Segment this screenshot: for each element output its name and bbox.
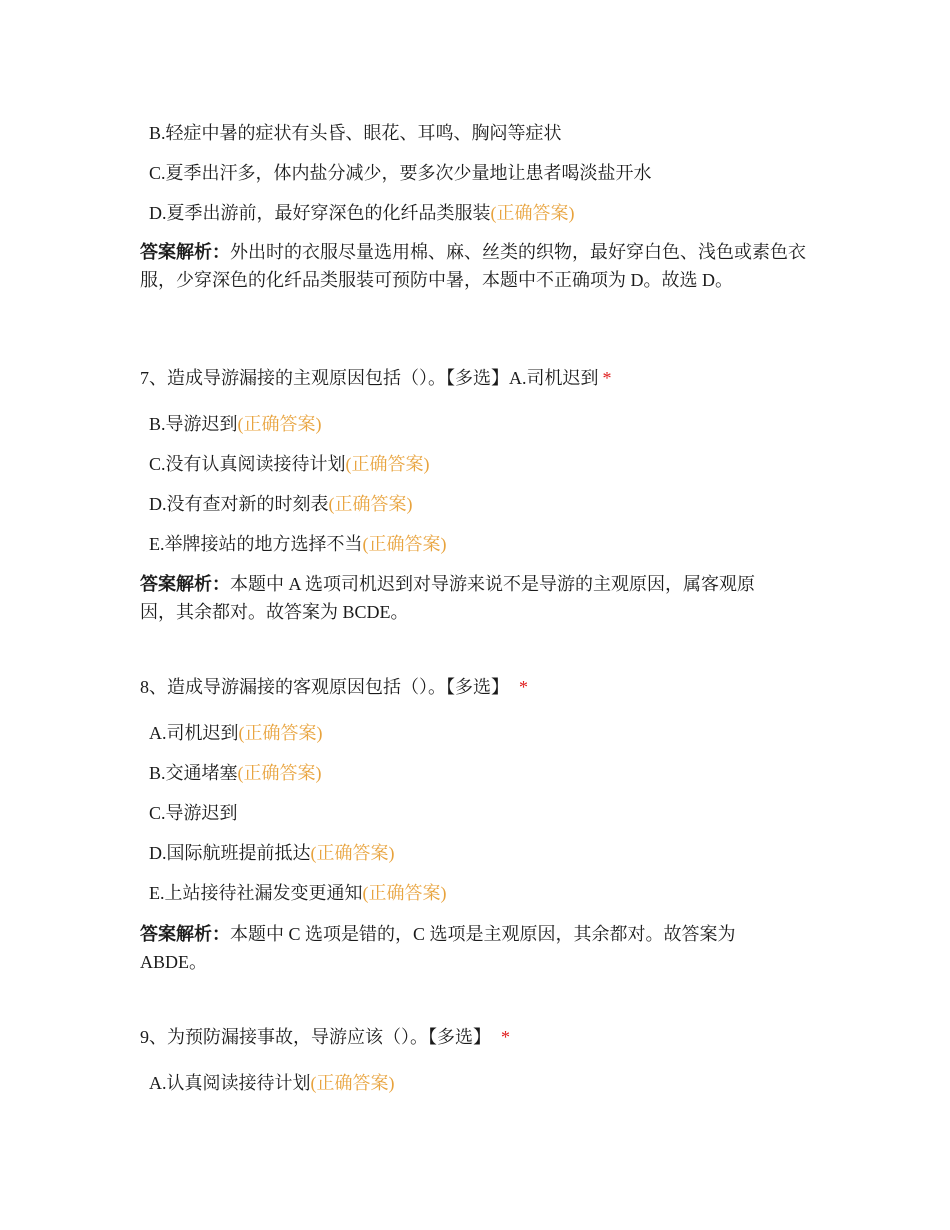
explanation-label: 答案解析： (140, 924, 230, 944)
required-star: * (501, 1027, 510, 1047)
option-text: C.导游迟到 (149, 803, 238, 823)
correct-answer-tag: (正确答案) (237, 763, 322, 783)
q7-option-b (149, 412, 322, 436)
required-star: * (602, 368, 612, 388)
explanation-text: 本题中 A 选项司机迟到对导游来说不是导游的主观原因，属客观原因，其余都对。故答案为 BCDE。 (140, 574, 756, 622)
option-text: A.认真阅读接待计划 (149, 1073, 311, 1093)
option-text: D.没有查对新的时刻表 (149, 494, 329, 514)
option-text: D.夏季出游前，最好穿深色的化纤品类服装 (149, 203, 491, 223)
correct-answer-tag: (正确答案) (490, 203, 575, 223)
option-text: A.司机迟到 (149, 723, 239, 743)
option-text: B.轻症中暑的症状有头昏、眼花、耳鸣、胸闷等症状 (149, 123, 562, 143)
explanation-text: 外出时的衣服尽量选用棉、麻、丝类的织物，最好穿白色、浅色或素色衣服，少穿深色的化纤品类服装可预防中暑，本题中不正确项为 D。故选 D。 (140, 242, 806, 290)
q6-option-b (149, 121, 562, 145)
q7-question (140, 366, 612, 390)
explanation-label: 答案解析： (140, 242, 230, 262)
option-text: C.没有认真阅读接待计划 (149, 454, 346, 474)
option-text: D.国际航班提前抵达 (149, 843, 311, 863)
required-star: * (519, 677, 528, 697)
q7-explanation (140, 570, 790, 626)
correct-answer-tag: (正确答案) (328, 494, 413, 514)
explanation-text: 本题中 C 选项是错的，C 选项是主观原因，其余都对。故答案为 ABDE。 (140, 924, 736, 972)
explanation-label: 答案解析： (140, 574, 230, 594)
correct-answer-tag: (正确答案) (310, 1073, 395, 1093)
q6-option-d (149, 201, 575, 225)
correct-answer-tag: (正确答案) (310, 843, 395, 863)
question-text: 7、造成导游漏接的主观原因包括（）。【多选】A.司机迟到 (140, 368, 599, 388)
q8-option-e (149, 881, 447, 905)
option-text: E.举牌接站的地方选择不当 (149, 534, 363, 554)
correct-answer-tag: (正确答案) (362, 883, 447, 903)
correct-answer-tag: (正确答案) (237, 414, 322, 434)
question-text: 8、造成导游漏接的客观原因包括（）。【多选】 (140, 677, 509, 697)
q8-option-b (149, 761, 322, 785)
question-text: 9、为预防漏接事故，导游应该（）。【多选】 (140, 1027, 491, 1047)
option-text: B.导游迟到 (149, 414, 238, 434)
q9-option-a (149, 1071, 395, 1095)
q6-explanation (140, 238, 830, 294)
q7-option-c (149, 452, 430, 476)
option-text: C.夏季出汗多，体内盐分减少，要多次少量地让患者喝淡盐开水 (149, 163, 652, 183)
q8-option-c (149, 801, 238, 825)
q8-option-d (149, 841, 395, 865)
q8-question (140, 675, 528, 699)
q8-explanation (140, 920, 770, 976)
q7-option-d (149, 492, 413, 516)
q9-question (140, 1025, 510, 1049)
correct-answer-tag: (正确答案) (238, 723, 323, 743)
option-text: E.上站接待社漏发变更通知 (149, 883, 363, 903)
correct-answer-tag: (正确答案) (345, 454, 430, 474)
correct-answer-tag: (正确答案) (362, 534, 447, 554)
q7-option-e (149, 532, 447, 556)
q6-option-c (149, 161, 652, 185)
option-text: B.交通堵塞 (149, 763, 238, 783)
q8-option-a (149, 721, 323, 745)
